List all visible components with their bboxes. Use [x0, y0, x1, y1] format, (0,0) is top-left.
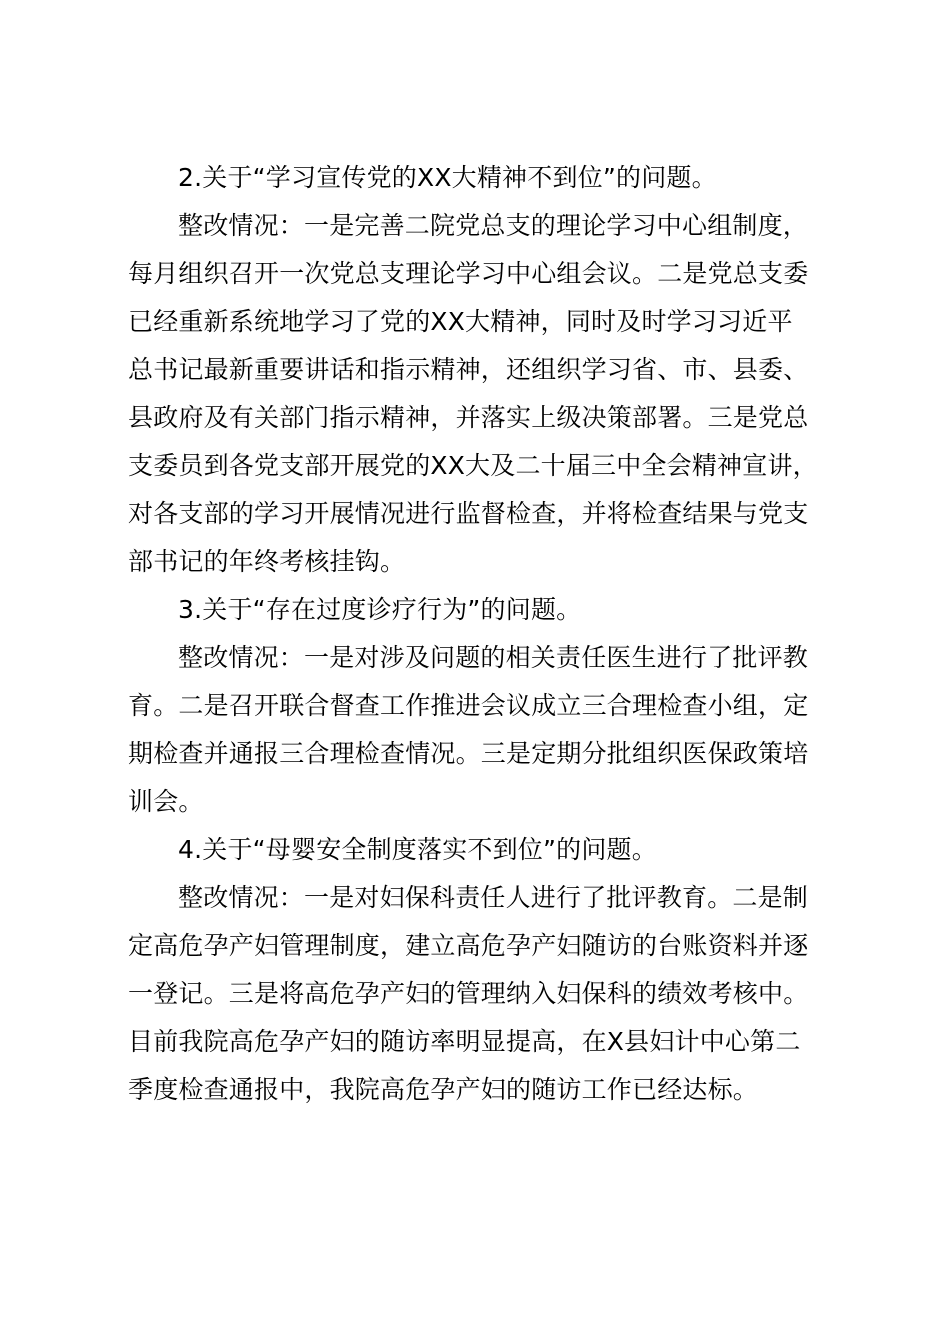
paragraph-line: 已经重新系统地学习了党的XX大精神，同时及时学习习近平: [128, 307, 793, 336]
paragraph-line: 育。二是召开联合督查工作推进会议成立三合理检查小组，定: [128, 691, 809, 720]
paragraph-line: 总书记最新重要讲话和指示精神，还组织学习省、市、县委、: [128, 355, 809, 384]
paragraph-line: 县政府及有关部门指示精神，并落实上级决策部署。三是党总: [128, 403, 809, 432]
paragraph-line: 季度检查通报中，我院高危孕产妇的随访工作已经达标。: [128, 1075, 759, 1104]
paragraph-line: 部书记的年终考核挂钩。: [128, 547, 406, 576]
paragraph-line: 支委员到各党支部开展党的XX大及二十届三中全会精神宣讲，: [128, 451, 818, 480]
paragraph-line: 整改情况：一是完善二院党总支的理论学习中心组制度，: [178, 211, 809, 240]
paragraph-line: 目前我院高危孕产妇的随访率明显提高，在X县妇计中心第二: [128, 1027, 801, 1056]
paragraph-line: 对各支部的学习开展情况进行监督检查，并将检查结果与党支: [128, 499, 809, 528]
paragraph-line: 每月组织召开一次党总支理论学习中心组会议。二是党总支委: [128, 259, 809, 288]
paragraph-line: 一登记。三是将高危孕产妇的管理纳入妇保科的绩效考核中。: [128, 979, 809, 1008]
paragraph-line: 定高危孕产妇管理制度，建立高危孕产妇随访的台账资料并逐: [128, 931, 809, 960]
paragraph-line: 期检查并通报三合理检查情况。三是定期分批组织医保政策培: [128, 739, 809, 768]
paragraph-line: 整改情况：一是对涉及问题的相关责任医生进行了批评教: [178, 643, 809, 672]
paragraph-line: 训会。: [128, 787, 204, 816]
section-3-heading: 3.关于“存在过度诊疗行为”的问题。: [178, 595, 582, 624]
section-4-heading: 4.关于“母婴安全制度落实不到位”的问题。: [178, 835, 657, 864]
section-2-heading: 2.关于“学习宣传党的XX大精神不到位”的问题。: [178, 163, 717, 192]
paragraph-line: 整改情况：一是对妇保科责任人进行了批评教育。二是制: [178, 883, 809, 912]
